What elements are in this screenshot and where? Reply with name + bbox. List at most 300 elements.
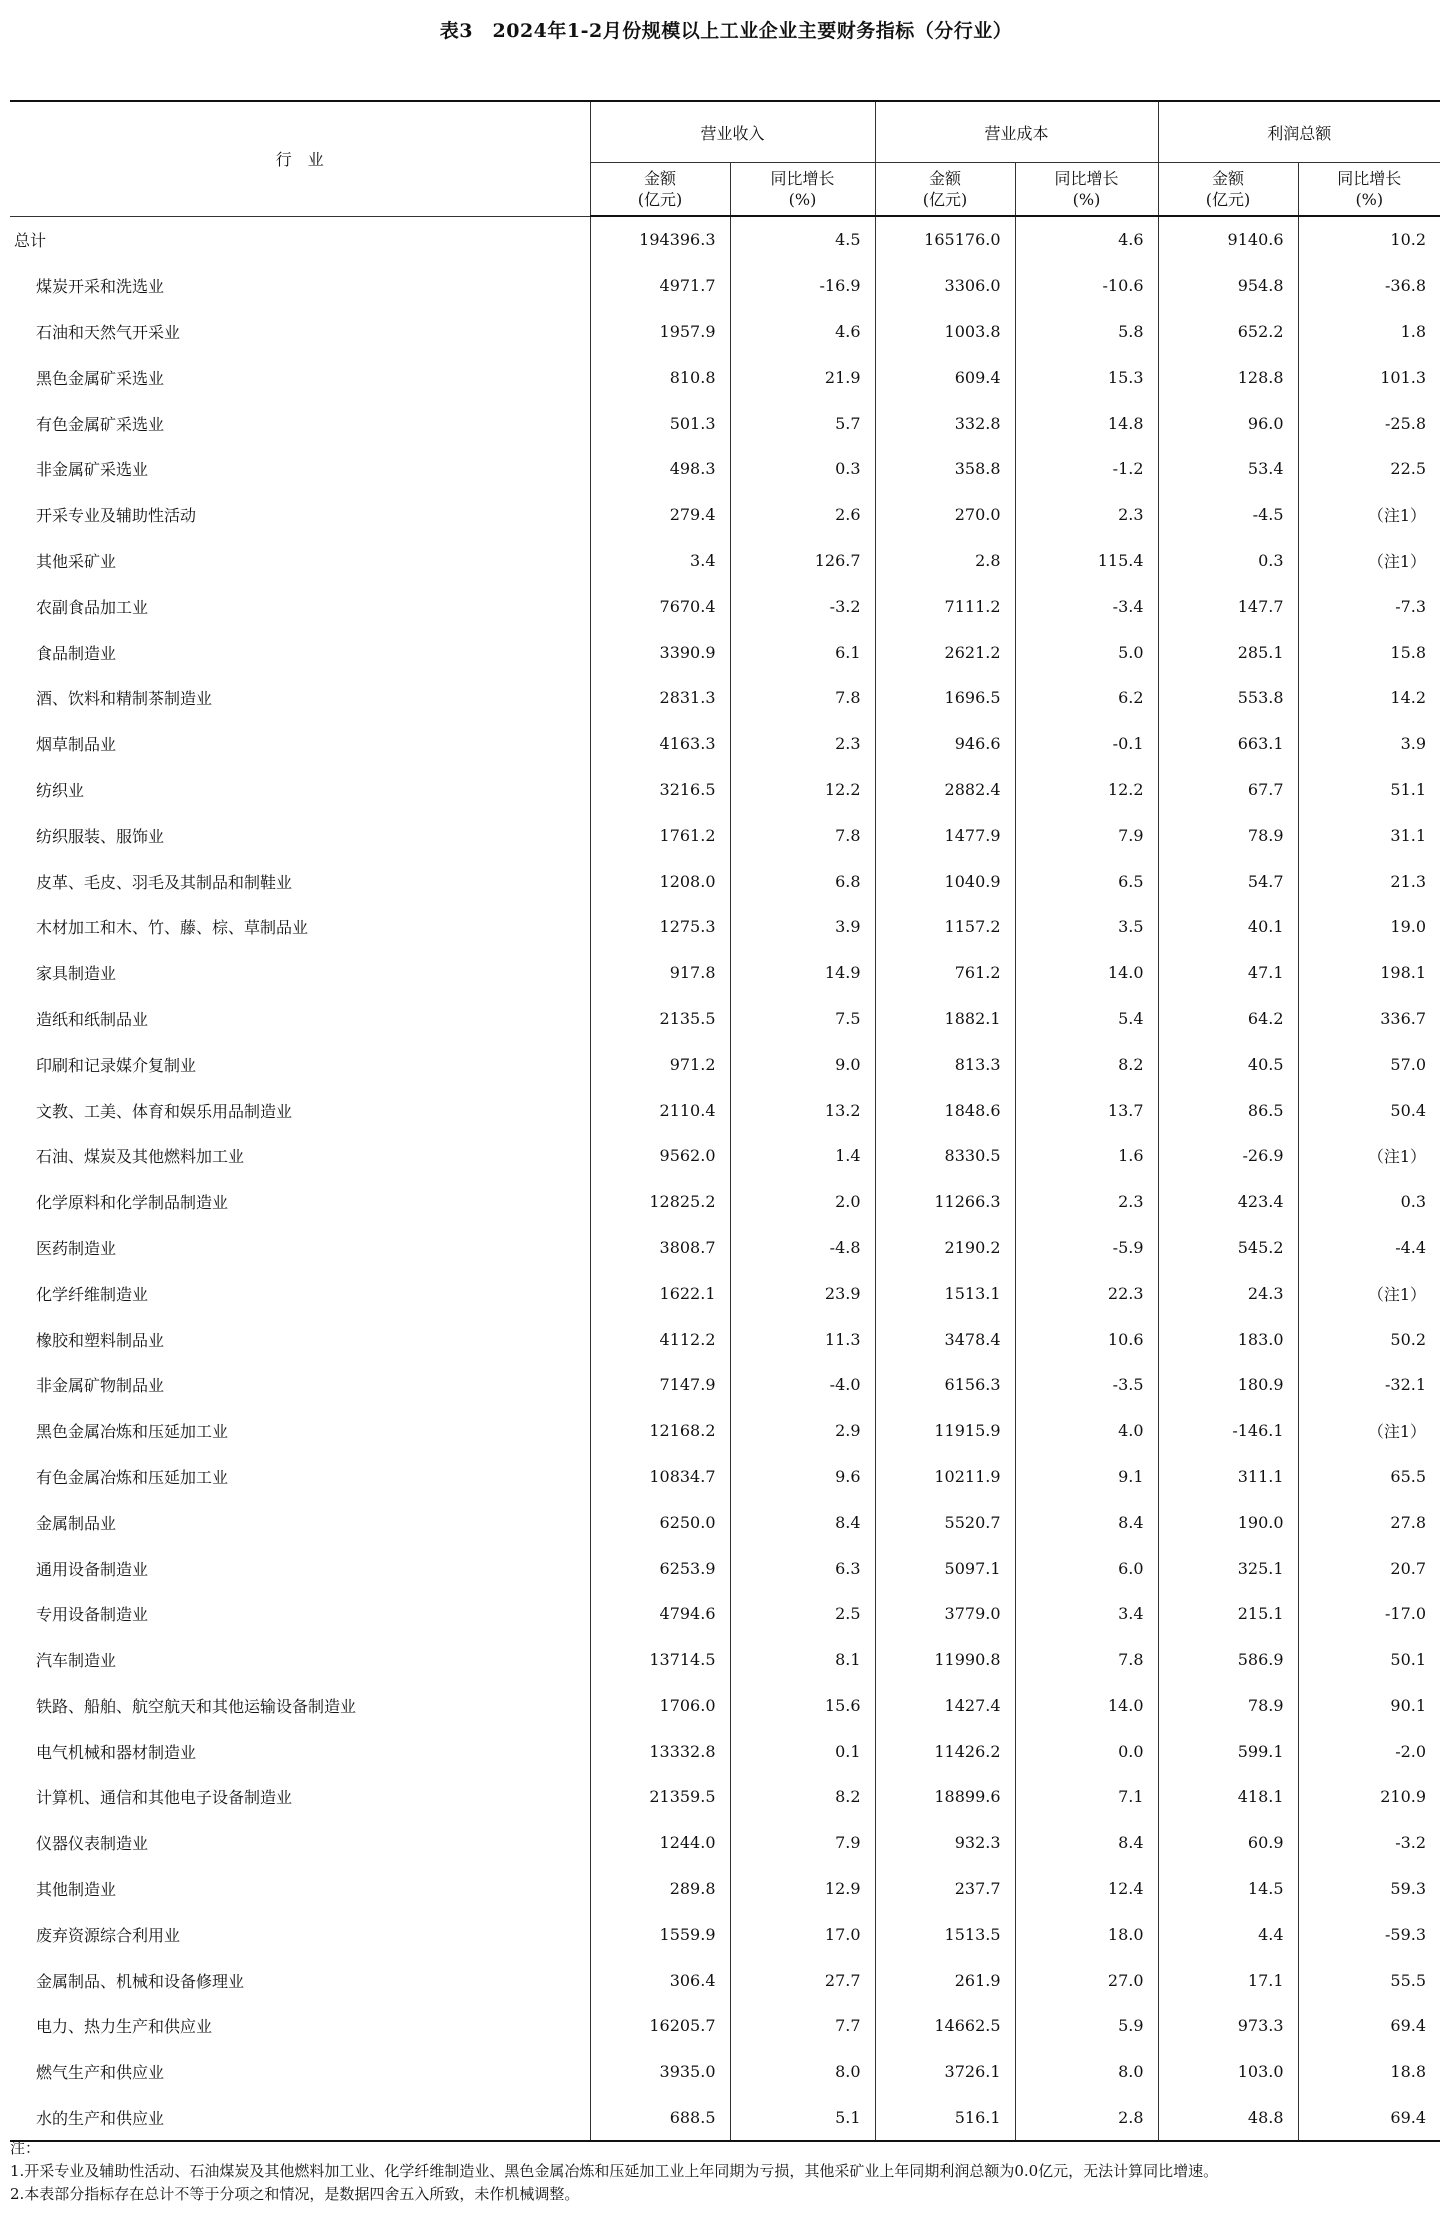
table-row [10,1454,1440,1500]
profit-growth-cell: -17.0 [1298,1591,1440,1637]
revenue-growth-cell: 6.3 [730,1545,875,1591]
revenue-growth-cell: 15.6 [730,1683,875,1729]
revenue-growth-cell: 23.9 [730,1270,875,1316]
profit-growth-header: 同比增长 (%) [1298,163,1440,217]
revenue-growth-cell: 0.1 [730,1728,875,1774]
revenue-amount-cell: 917.8 [590,950,730,996]
profit-amount-cell: 599.1 [1158,1728,1298,1774]
table-row [10,400,1440,446]
cost-amount-cell: 609.4 [875,354,1015,400]
table-row [10,1683,1440,1729]
revenue-amount-cell: 2135.5 [590,996,730,1042]
industry-name: 木材加工和木、竹、藤、棕、草制品业 [36,918,309,938]
note-2: 2.本表部分指标存在总计不等于分项之和情况，是数据四舍五入所致，未作机械调整。 [10,2185,580,2203]
revenue-amount-cell: 12825.2 [590,1179,730,1225]
table-row [10,1362,1440,1408]
industry-name: 总计 [14,231,47,251]
profit-growth-cell: 50.2 [1298,1316,1440,1362]
cost-amount-cell: 1513.1 [875,1270,1015,1316]
industry-name: 仪器仪表制造业 [36,1834,149,1854]
revenue-growth-cell: 8.0 [730,2049,875,2095]
table-row [10,767,1440,813]
cost-growth-cell: -1.2 [1015,446,1158,492]
cost-amount-cell: 10211.9 [875,1454,1015,1500]
cost-growth-cell: 7.8 [1015,1637,1158,1683]
profit-amount-cell: 183.0 [1158,1316,1298,1362]
industry-name: 印刷和记录媒介复制业 [36,1055,197,1075]
cost-growth-cell: 5.4 [1015,996,1158,1042]
cost-growth-cell: 27.0 [1015,1957,1158,2003]
industry-name: 开采专业及辅助性活动 [36,506,197,526]
profit-growth-cell: 3.9 [1298,721,1440,767]
cost-growth-cell: 6.5 [1015,858,1158,904]
revenue-growth-cell: 6.8 [730,858,875,904]
profit-growth-cell: 20.7 [1298,1545,1440,1591]
cost-growth-cell: -3.5 [1015,1362,1158,1408]
revenue-amount-cell: 810.8 [590,354,730,400]
cost-amount-cell: 1882.1 [875,996,1015,1042]
revenue-amount-cell: 279.4 [590,492,730,538]
cost-amount-cell: 11990.8 [875,1637,1015,1683]
table-row [10,2095,1440,2142]
revenue-growth-cell: 126.7 [730,538,875,584]
cost-growth-cell: 6.2 [1015,675,1158,721]
cost-growth-header: 同比增长 (%) [1015,163,1158,217]
cost-growth-cell: 2.3 [1015,492,1158,538]
table-row [10,1637,1440,1683]
cost-growth-cell: 8.4 [1015,1499,1158,1545]
profit-amount-cell: 103.0 [1158,2049,1298,2095]
cost-amount-cell: 2882.4 [875,767,1015,813]
cost-amount-cell: 270.0 [875,492,1015,538]
cost-growth-cell: 7.9 [1015,812,1158,858]
cost-amount-cell: 1427.4 [875,1683,1015,1729]
profit-growth-cell: （注1） [1298,1408,1440,1454]
revenue-amount-cell: 498.3 [590,446,730,492]
table-row [10,1179,1440,1225]
revenue-growth-cell: 7.8 [730,812,875,858]
cost-growth-cell: 15.3 [1015,354,1158,400]
cost-amount-cell: 1848.6 [875,1087,1015,1133]
industry-name: 家具制造业 [36,964,117,984]
profit-growth-cell: 27.8 [1298,1499,1440,1545]
profit-growth-cell: （注1） [1298,1133,1440,1179]
cost-amount-cell: 261.9 [875,1957,1015,2003]
cost-growth-cell: 22.3 [1015,1270,1158,1316]
cost-amount-cell: 18899.6 [875,1774,1015,1820]
profit-amount-cell: 586.9 [1158,1637,1298,1683]
industry-name: 废弃资源综合利用业 [36,1925,181,1945]
profit-amount-cell: 96.0 [1158,400,1298,446]
table-header [10,101,1440,216]
revenue-growth-cell: -4.0 [730,1362,875,1408]
cost-growth-cell: 3.4 [1015,1591,1158,1637]
industry-name: 汽车制造业 [36,1651,117,1671]
profit-growth-cell: 65.5 [1298,1454,1440,1500]
revenue-growth-cell: 12.2 [730,767,875,813]
cost-growth-cell: 18.0 [1015,1911,1158,1957]
industry-name: 有色金属冶炼和压延加工业 [36,1467,229,1487]
profit-growth-cell: 50.1 [1298,1637,1440,1683]
profit-amount-cell: 54.7 [1158,858,1298,904]
industry-name: 其他制造业 [36,1880,117,1900]
revenue-amount-cell: 2110.4 [590,1087,730,1133]
table-row [10,1225,1440,1271]
profit-growth-cell: （注1） [1298,492,1440,538]
cost-amount-cell: 7111.2 [875,583,1015,629]
revenue-growth-cell: 13.2 [730,1087,875,1133]
industry-name: 电力、热力生产和供应业 [36,2017,213,2037]
revenue-growth-cell: 0.3 [730,446,875,492]
profit-growth-cell: 22.5 [1298,446,1440,492]
profit-growth-cell: -4.4 [1298,1225,1440,1271]
cost-growth-cell: 5.9 [1015,2003,1158,2049]
revenue-amount-cell: 501.3 [590,400,730,446]
profit-growth-cell: 101.3 [1298,354,1440,400]
cost-growth-cell: 115.4 [1015,538,1158,584]
revenue-amount-cell: 4971.7 [590,263,730,309]
profit-amount-cell: 545.2 [1158,1225,1298,1271]
revenue-amount-cell: 12168.2 [590,1408,730,1454]
industry-name: 医药制造业 [36,1238,117,1258]
revenue-amount-cell: 2831.3 [590,675,730,721]
revenue-growth-cell: 9.0 [730,1041,875,1087]
revenue-growth-cell: 3.9 [730,904,875,950]
profit-amount-cell: 9140.6 [1158,216,1298,263]
revenue-growth-cell: 7.7 [730,2003,875,2049]
table-row [10,629,1440,675]
revenue-amount-cell: 4112.2 [590,1316,730,1362]
table-row [10,996,1440,1042]
revenue-growth-cell: 2.9 [730,1408,875,1454]
industry-name: 橡胶和塑料制品业 [36,1330,165,1350]
industry-name: 通用设备制造业 [36,1559,149,1579]
revenue-growth-cell: -4.8 [730,1225,875,1271]
profit-growth-cell: 210.9 [1298,1774,1440,1820]
table-row [10,858,1440,904]
table-row [10,1270,1440,1316]
cost-growth-cell: 12.4 [1015,1866,1158,1912]
revenue-growth-cell: 27.7 [730,1957,875,2003]
industry-name: 农副食品加工业 [36,597,149,617]
cost-amount-cell: 5520.7 [875,1499,1015,1545]
revenue-growth-cell: 8.4 [730,1499,875,1545]
cost-amount-cell: 8330.5 [875,1133,1015,1179]
cost-growth-cell: 14.8 [1015,400,1158,446]
industry-header: 行 业 [10,101,590,216]
revenue-growth-cell: 2.0 [730,1179,875,1225]
revenue-amount-cell: 3935.0 [590,2049,730,2095]
industry-name: 纺织业 [36,780,85,800]
profit-amount-cell: 53.4 [1158,446,1298,492]
cost-growth-cell: 4.0 [1015,1408,1158,1454]
table-row [10,1545,1440,1591]
table-row [10,1499,1440,1545]
profit-amount-cell: 40.1 [1158,904,1298,950]
profit-amount-cell: 60.9 [1158,1820,1298,1866]
table-row [10,1728,1440,1774]
revenue-growth-cell: 2.3 [730,721,875,767]
cost-growth-cell: 9.1 [1015,1454,1158,1500]
profit-growth-cell: 59.3 [1298,1866,1440,1912]
cost-growth-cell: 5.0 [1015,629,1158,675]
profit-growth-cell: 198.1 [1298,950,1440,996]
profit-growth-cell: 336.7 [1298,996,1440,1042]
cost-amount-cell: 2621.2 [875,629,1015,675]
revenue-growth-cell: 21.9 [730,354,875,400]
revenue-growth-cell: 14.9 [730,950,875,996]
profit-amount-cell: 86.5 [1158,1087,1298,1133]
cost-growth-cell: 6.0 [1015,1545,1158,1591]
revenue-growth-cell: 7.8 [730,675,875,721]
footnotes [10,2137,1440,2206]
profit-growth-cell: 1.8 [1298,309,1440,355]
revenue-amount-cell: 1244.0 [590,1820,730,1866]
profit-growth-cell: 51.1 [1298,767,1440,813]
table-row [10,309,1440,355]
profit-amount-cell: 553.8 [1158,675,1298,721]
cost-growth-cell: -3.4 [1015,583,1158,629]
industry-name: 煤炭开采和洗选业 [36,277,165,297]
revenue-amount-cell: 1275.3 [590,904,730,950]
revenue-growth-cell: 4.6 [730,309,875,355]
cost-amount-cell: 358.8 [875,446,1015,492]
revenue-growth-cell: 9.6 [730,1454,875,1500]
profit-growth-cell: 19.0 [1298,904,1440,950]
table-row [10,904,1440,950]
profit-amount-cell: 78.9 [1158,812,1298,858]
profit-amount-cell: 973.3 [1158,2003,1298,2049]
profit-growth-cell: （注1） [1298,538,1440,584]
cost-amount-cell: 14662.5 [875,2003,1015,2049]
industry-name: 铁路、船舶、航空航天和其他运输设备制造业 [36,1696,357,1716]
industry-name: 非金属矿物制品业 [36,1376,165,1396]
table-row [10,583,1440,629]
revenue-amount-cell: 3216.5 [590,767,730,813]
profit-growth-cell: -36.8 [1298,263,1440,309]
table-row [10,2049,1440,2095]
profit-amount-cell: -146.1 [1158,1408,1298,1454]
revenue-growth-cell: 8.1 [730,1637,875,1683]
profit-amount-cell: -26.9 [1158,1133,1298,1179]
cost-growth-cell: 3.5 [1015,904,1158,950]
industry-name: 化学原料和化学制品制造业 [36,1193,229,1213]
revenue-amount-cell: 1559.9 [590,1911,730,1957]
table-row [10,538,1440,584]
industry-name: 水的生产和供应业 [36,2109,165,2129]
profit-growth-cell: 90.1 [1298,1683,1440,1729]
revenue-amount-cell: 3808.7 [590,1225,730,1271]
revenue-amount-cell: 6253.9 [590,1545,730,1591]
revenue-growth-cell: 4.5 [730,216,875,263]
profit-growth-cell: 69.4 [1298,2003,1440,2049]
cost-growth-cell: 2.3 [1015,1179,1158,1225]
cost-growth-cell: 12.2 [1015,767,1158,813]
cost-amount-cell: 11266.3 [875,1179,1015,1225]
profit-growth-cell: 55.5 [1298,1957,1440,2003]
cost-amount-cell: 1157.2 [875,904,1015,950]
cost-amount-cell: 3306.0 [875,263,1015,309]
profit-growth-cell: 69.4 [1298,2095,1440,2142]
cost-growth-cell: 0.0 [1015,1728,1158,1774]
cost-growth-cell: 14.0 [1015,950,1158,996]
revenue-growth-cell: 1.4 [730,1133,875,1179]
profit-amount-cell: 423.4 [1158,1179,1298,1225]
revenue-growth-cell: -3.2 [730,583,875,629]
cost-amount-cell: 6156.3 [875,1362,1015,1408]
profit-amount-cell: 190.0 [1158,1499,1298,1545]
revenue-growth-cell: 5.7 [730,400,875,446]
revenue-growth-cell: 8.2 [730,1774,875,1820]
table-row [10,446,1440,492]
profit-amount-cell: 78.9 [1158,1683,1298,1729]
cost-amount-cell: 1003.8 [875,309,1015,355]
profit-amount-cell: 14.5 [1158,1866,1298,1912]
cost-amount-cell: 165176.0 [875,216,1015,263]
industry-name: 纺织服装、服饰业 [36,826,165,846]
table-row [10,1133,1440,1179]
cost-amount-cell: 761.2 [875,950,1015,996]
table-row [10,1087,1440,1133]
industry-name: 有色金属矿采选业 [36,414,165,434]
profit-amount-cell: 64.2 [1158,996,1298,1042]
table-row [10,1041,1440,1087]
profit-amount-header: 金额 (亿元) [1158,163,1298,217]
cost-amount-cell: 11426.2 [875,1728,1015,1774]
industry-name: 计算机、通信和其他电子设备制造业 [36,1788,293,1808]
revenue-amount-cell: 16205.7 [590,2003,730,2049]
cost-amount-cell: 2190.2 [875,1225,1015,1271]
revenue-amount-cell: 7147.9 [590,1362,730,1408]
profit-amount-cell: -4.5 [1158,492,1298,538]
cost-growth-cell: -10.6 [1015,263,1158,309]
industry-name: 非金属矿采选业 [36,460,149,480]
profit-growth-cell: 57.0 [1298,1041,1440,1087]
profit-amount-cell: 40.5 [1158,1041,1298,1087]
cost-growth-cell: 10.6 [1015,1316,1158,1362]
profit-amount-cell: 48.8 [1158,2095,1298,2142]
cost-amount-cell: 813.3 [875,1041,1015,1087]
industry-name: 黑色金属冶炼和压延加工业 [36,1422,229,1442]
profit-growth-cell: 0.3 [1298,1179,1440,1225]
profit-amount-cell: 4.4 [1158,1911,1298,1957]
table-row [10,1774,1440,1820]
revenue-amount-cell: 4794.6 [590,1591,730,1637]
cost-growth-cell: -0.1 [1015,721,1158,767]
profit-amount-cell: 147.7 [1158,583,1298,629]
profit-growth-cell: -7.3 [1298,583,1440,629]
profit-amount-cell: 418.1 [1158,1774,1298,1820]
profit-amount-cell: 663.1 [1158,721,1298,767]
profit-amount-cell: 215.1 [1158,1591,1298,1637]
profit-growth-cell: 18.8 [1298,2049,1440,2095]
profit-growth-cell: 10.2 [1298,216,1440,263]
cost-growth-cell: 7.1 [1015,1774,1158,1820]
profit-growth-cell: 21.3 [1298,858,1440,904]
revenue-amount-cell: 4163.3 [590,721,730,767]
industry-name: 电气机械和器材制造业 [36,1742,197,1762]
cost-amount-cell: 932.3 [875,1820,1015,1866]
profit-amount-cell: 325.1 [1158,1545,1298,1591]
industry-name: 文教、工美、体育和娱乐用品制造业 [36,1101,293,1121]
financial-indicators-table [10,100,1440,2142]
profit-amount-cell: 17.1 [1158,1957,1298,2003]
profit-amount-cell: 180.9 [1158,1362,1298,1408]
cost-amount-cell: 516.1 [875,2095,1015,2142]
profit-growth-cell: -32.1 [1298,1362,1440,1408]
revenue-amount-cell: 3.4 [590,538,730,584]
revenue-amount-cell: 21359.5 [590,1774,730,1820]
cost-amount-cell: 332.8 [875,400,1015,446]
cost-header: 营业成本 [875,101,1158,163]
table-row [10,950,1440,996]
revenue-growth-cell: 6.1 [730,629,875,675]
profit-growth-cell: 31.1 [1298,812,1440,858]
revenue-growth-cell: 11.3 [730,1316,875,1362]
cost-growth-cell: -5.9 [1015,1225,1158,1271]
profit-amount-cell: 652.2 [1158,309,1298,355]
revenue-amount-cell: 1706.0 [590,1683,730,1729]
profit-amount-cell: 24.3 [1158,1270,1298,1316]
cost-growth-cell: 13.7 [1015,1087,1158,1133]
cost-growth-cell: 14.0 [1015,1683,1158,1729]
profit-growth-cell: （注1） [1298,1270,1440,1316]
cost-amount-cell: 3478.4 [875,1316,1015,1362]
table-row [10,1820,1440,1866]
cost-growth-cell: 2.8 [1015,2095,1158,2142]
cost-growth-cell: 8.2 [1015,1041,1158,1087]
table-title: 表3 2024年1-2月份规模以上工业企业主要财务指标（分行业） [439,20,1013,42]
table-row [10,2003,1440,2049]
profit-amount-cell: 954.8 [1158,263,1298,309]
cost-amount-cell: 5097.1 [875,1545,1015,1591]
profit-growth-cell: -2.0 [1298,1728,1440,1774]
profit-growth-cell: 15.8 [1298,629,1440,675]
revenue-header: 营业收入 [590,101,875,163]
revenue-amount-cell: 10834.7 [590,1454,730,1500]
table-row [10,492,1440,538]
revenue-amount-cell: 1208.0 [590,858,730,904]
revenue-growth-cell: 5.1 [730,2095,875,2142]
revenue-amount-cell: 306.4 [590,1957,730,2003]
cost-growth-cell: 4.6 [1015,216,1158,263]
profit-amount-cell: 67.7 [1158,767,1298,813]
revenue-amount-cell: 7670.4 [590,583,730,629]
industry-name: 食品制造业 [36,643,117,663]
industry-name: 燃气生产和供应业 [36,2063,165,2083]
table-row [10,675,1440,721]
revenue-amount-cell: 1761.2 [590,812,730,858]
cost-amount-cell: 1040.9 [875,858,1015,904]
revenue-growth-cell: 7.5 [730,996,875,1042]
table-row [10,1408,1440,1454]
cost-growth-cell: 5.8 [1015,309,1158,355]
revenue-amount-cell: 13714.5 [590,1637,730,1683]
profit-amount-cell: 128.8 [1158,354,1298,400]
industry-name: 其他采矿业 [36,551,117,571]
table-row [10,1957,1440,2003]
table-row [10,1316,1440,1362]
industry-name: 皮革、毛皮、羽毛及其制品和制鞋业 [36,872,293,892]
industry-name: 酒、饮料和精制茶制造业 [36,689,213,709]
table-row [10,354,1440,400]
profit-amount-cell: 0.3 [1158,538,1298,584]
cost-growth-cell: 1.6 [1015,1133,1158,1179]
revenue-amount-cell: 9562.0 [590,1133,730,1179]
cost-amount-cell: 237.7 [875,1866,1015,1912]
cost-amount-cell: 946.6 [875,721,1015,767]
profit-amount-cell: 311.1 [1158,1454,1298,1500]
